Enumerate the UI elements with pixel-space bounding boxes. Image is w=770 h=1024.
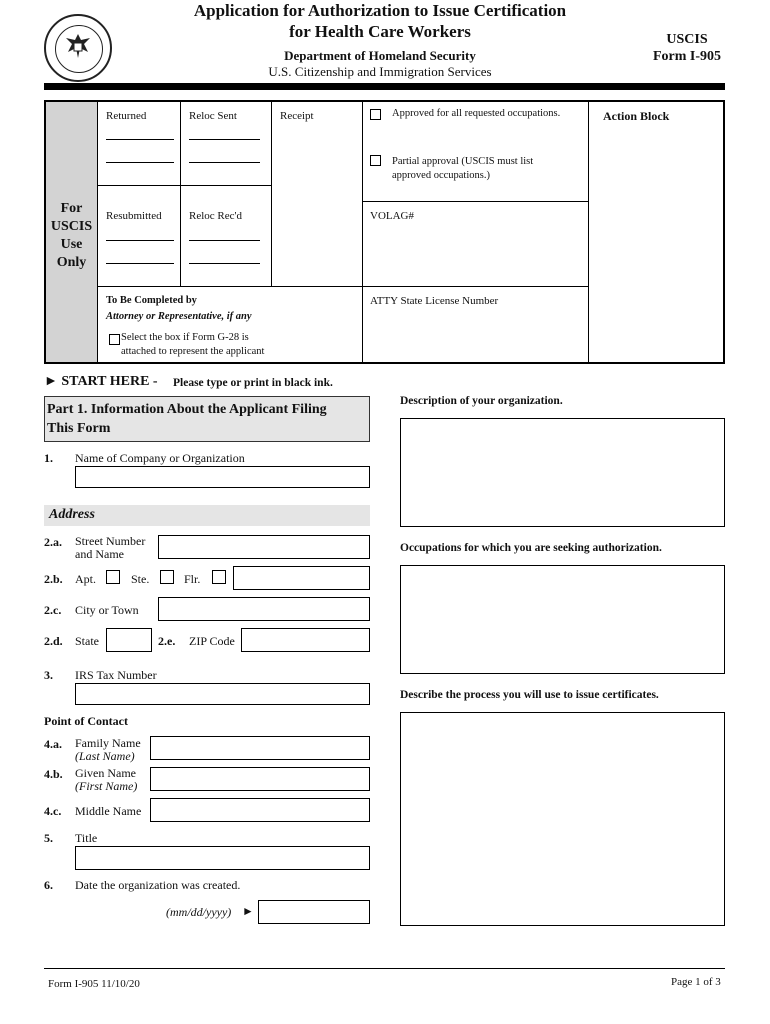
address-heading: Address — [44, 505, 370, 526]
department-name: Department of Homeland Security — [284, 48, 476, 63]
state-input[interactable] — [106, 628, 152, 652]
q5-number: 5. — [44, 831, 53, 845]
q4a-label-main: Family Name — [75, 736, 141, 750]
side-label-1: For — [60, 201, 83, 216]
side-label-3: Use — [60, 237, 83, 252]
eagle-icon — [62, 30, 94, 62]
q2b-number: 2.b. — [44, 572, 63, 586]
start-instruction: Please type or print in black ink. — [173, 377, 333, 389]
q2c-label: City or Town — [75, 603, 139, 617]
grid-line — [97, 185, 272, 186]
process-textarea[interactable] — [400, 712, 725, 926]
grid-line — [271, 102, 272, 286]
family-name-input[interactable] — [150, 736, 370, 760]
agency-short: USCIS — [666, 32, 708, 47]
receipt-label: Receipt — [280, 110, 314, 122]
q2a-number: 2.a. — [44, 535, 62, 549]
q2a-label — [75, 535, 145, 561]
grid-line — [97, 286, 588, 287]
action-block-label: Action Block — [603, 109, 670, 123]
organization-name-input[interactable] — [75, 466, 370, 488]
grid-line — [362, 201, 588, 202]
irs-tax-number-input[interactable] — [75, 683, 370, 705]
form-title-line1: Application for Authorization to Issue Certification — [193, 1, 567, 20]
ste-checkbox[interactable] — [160, 570, 174, 584]
q3-label: IRS Tax Number — [75, 668, 157, 682]
q2e-label: ZIP Code — [189, 634, 235, 648]
atty-license-label: ATTY State License Number — [370, 295, 499, 307]
header-divider — [44, 83, 725, 90]
q2c-number: 2.c. — [44, 603, 62, 617]
grid-line — [362, 102, 363, 364]
q6-label: Date the organization was created. — [75, 878, 241, 892]
returned-line — [106, 139, 174, 140]
reloc-sent-label: Reloc Sent — [189, 110, 237, 122]
reloc-sent-line — [189, 162, 260, 163]
g28-label-line1: Select the box if Form G-28 is — [121, 332, 249, 343]
apt-label: Apt. — [75, 572, 96, 586]
side-label-4: Only — [56, 255, 87, 270]
title-input[interactable] — [75, 846, 370, 870]
given-name-input[interactable] — [150, 767, 370, 791]
q1-label: Name of Company or Organization — [75, 451, 245, 465]
q2d-label: State — [75, 634, 99, 648]
to-be-completed-label: To Be Completed by — [106, 295, 197, 306]
reloc-recd-line — [189, 240, 260, 241]
reloc-recd-label: Reloc Rec'd — [189, 210, 242, 222]
poc-heading: Point of Contact — [44, 714, 128, 728]
g28-label-line2: attached to represent the applicant — [121, 346, 265, 357]
middle-name-input[interactable] — [150, 798, 370, 822]
approved-all-label: Approved for all requested occupations. — [392, 108, 561, 119]
q2d-number: 2.d. — [44, 634, 63, 648]
resubmitted-line — [106, 240, 174, 241]
q4a-number: 4.a. — [44, 737, 62, 751]
partial-approval-checkbox[interactable] — [370, 155, 381, 166]
date-created-input[interactable] — [258, 900, 370, 924]
street-input[interactable] — [158, 535, 370, 559]
zip-input[interactable] — [241, 628, 370, 652]
q4c-number: 4.c. — [44, 804, 62, 818]
q4b-label — [75, 767, 137, 793]
occupations-textarea[interactable] — [400, 565, 725, 674]
agency-name: U.S. Citizenship and Immigration Services — [268, 64, 492, 79]
g28-checkbox[interactable] — [109, 334, 120, 345]
apt-number-input[interactable] — [233, 566, 370, 590]
volag-label: VOLAG# — [370, 210, 414, 222]
q4b-label-main: Given Name — [75, 766, 136, 780]
q2a-label-line2: and Name — [75, 547, 124, 561]
ste-label: Ste. — [131, 572, 150, 586]
q6-number: 6. — [44, 878, 53, 892]
dhs-seal — [44, 14, 112, 82]
part1-heading — [44, 396, 370, 442]
q1-number: 1. — [44, 451, 53, 465]
q4c-label: Middle Name — [75, 804, 142, 818]
q3-number: 3. — [44, 668, 53, 682]
approved-all-checkbox[interactable] — [370, 109, 381, 120]
q2e-number: 2.e. — [158, 634, 176, 648]
page-number: Page 1 of 3 — [671, 976, 721, 988]
arrow-icon: ► — [242, 904, 254, 918]
apt-checkbox[interactable] — [106, 570, 120, 584]
q4a-label — [75, 737, 141, 763]
form-edition: Form I-905 11/10/20 — [48, 978, 140, 990]
grid-line — [588, 102, 589, 364]
q4b-label-sub: (First Name) — [75, 779, 138, 793]
reloc-sent-line — [189, 139, 260, 140]
resubmitted-line — [106, 263, 174, 264]
grid-line — [180, 102, 181, 286]
flr-label: Flr. — [184, 572, 201, 586]
returned-line — [106, 162, 174, 163]
side-label-2: USCIS — [50, 219, 93, 234]
description-label: Description of your organization. — [400, 395, 563, 407]
q2a-label-line1: Street Number — [75, 534, 146, 548]
returned-label: Returned — [106, 110, 147, 122]
description-textarea[interactable] — [400, 418, 725, 527]
flr-checkbox[interactable] — [212, 570, 226, 584]
resubmitted-label: Resubmitted — [106, 210, 162, 222]
q6-format: (mm/dd/yyyy) — [166, 905, 232, 919]
reloc-recd-line — [189, 263, 260, 264]
form-number: Form I-905 — [652, 49, 722, 64]
partial-approval-label: Partial approval (USCIS must list approved occupations.) — [392, 156, 534, 181]
footer-divider — [44, 968, 725, 969]
form-title-line2: for Health Care Workers — [289, 22, 471, 41]
q4b-number: 4.b. — [44, 767, 63, 781]
q4a-label-sub: (Last Name) — [75, 749, 135, 763]
part1-heading-line1: Part 1. Information About the Applicant Filing — [47, 402, 327, 417]
start-here-label: ► START HERE - — [44, 374, 158, 389]
attorney-rep-label: Attorney or Representative, if any — [106, 311, 252, 322]
office-use-side — [46, 102, 98, 362]
occupations-label: Occupations for which you are seeking authorization. — [400, 542, 662, 554]
process-label: Describe the process you will use to issue certificates. — [400, 689, 659, 701]
part1-heading-line2: This Form — [47, 421, 111, 436]
city-input[interactable] — [158, 597, 370, 621]
q5-label: Title — [75, 831, 98, 845]
